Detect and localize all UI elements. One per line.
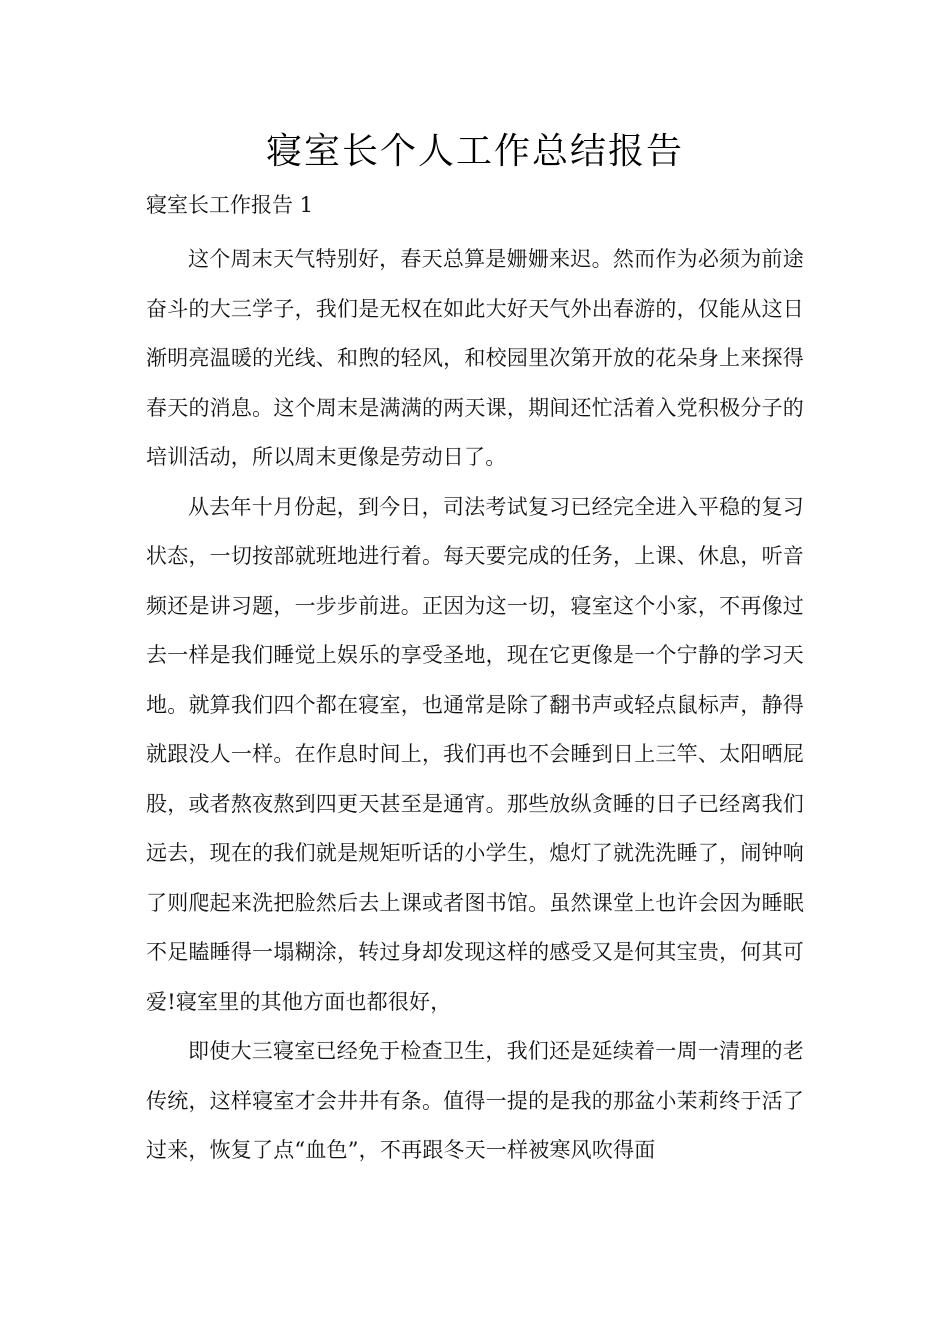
document-title: 寝室长个人工作总结报告 [265, 131, 684, 172]
paragraph-3: 即使大三寝室已经免于检查卫生，我们还是延续着一周一清理的老传统，这样寝室才会井井有条。值得一提的是我的那盆小茉莉终于活了过来，恢复了点“血色”，不再跟冬天一样被寒风吹得面 [146, 1039, 804, 1162]
paragraph-2: 从去年十月份起，到今日，司法考试复习已经完全进入平稳的复习状态，一切按部就班地进行着。每天要完成的任务，上课、休息，听音频还是讲习题，一步步前进。正因为这一切，寝室这个小家，不再像过去一样是我们睡觉上娱乐的享受圣地，现在它更像是一个宁静的学习天地。就算我们四个都在寝室，也通常是除了翻书声或轻点鼠标声，静得就跟没人一样。在作息时间上，我们再也不会睡到日上三竿、太阳晒屁股，或者熬夜熬到四更天甚至是通宵。那些放纵贪睡的日子已经离我们远去，现在的我们就是规矩听话的小学生，熄灯了就洗洗睡了，闹钟响了则爬起来洗把脸然后去上课或者图书馆。虽然课堂上也许会因为睡眠不足瞌睡得一塌糊涂，转过身却发现这样的感受又是何其宝贵，何其可爱!寝室里的其他方面也都很好， [146, 494, 804, 1014]
paragraph-1: 这个周末天气特别好，春天总算是姗姗来迟。然而作为必须为前途奋斗的大三学子，我们是无权在如此大好天气外出春游的，仅能从这日渐明亮温暖的光线、和煦的轻风，和校园里次第开放的花朵身上来探得春天的消息。这个周末是满满的两天课，期间还忙活着入党积极分子的培训活动，所以周末更像是劳动日了。 [146, 247, 804, 469]
document-subtitle: 寝室长工作报告 1 [146, 193, 314, 217]
